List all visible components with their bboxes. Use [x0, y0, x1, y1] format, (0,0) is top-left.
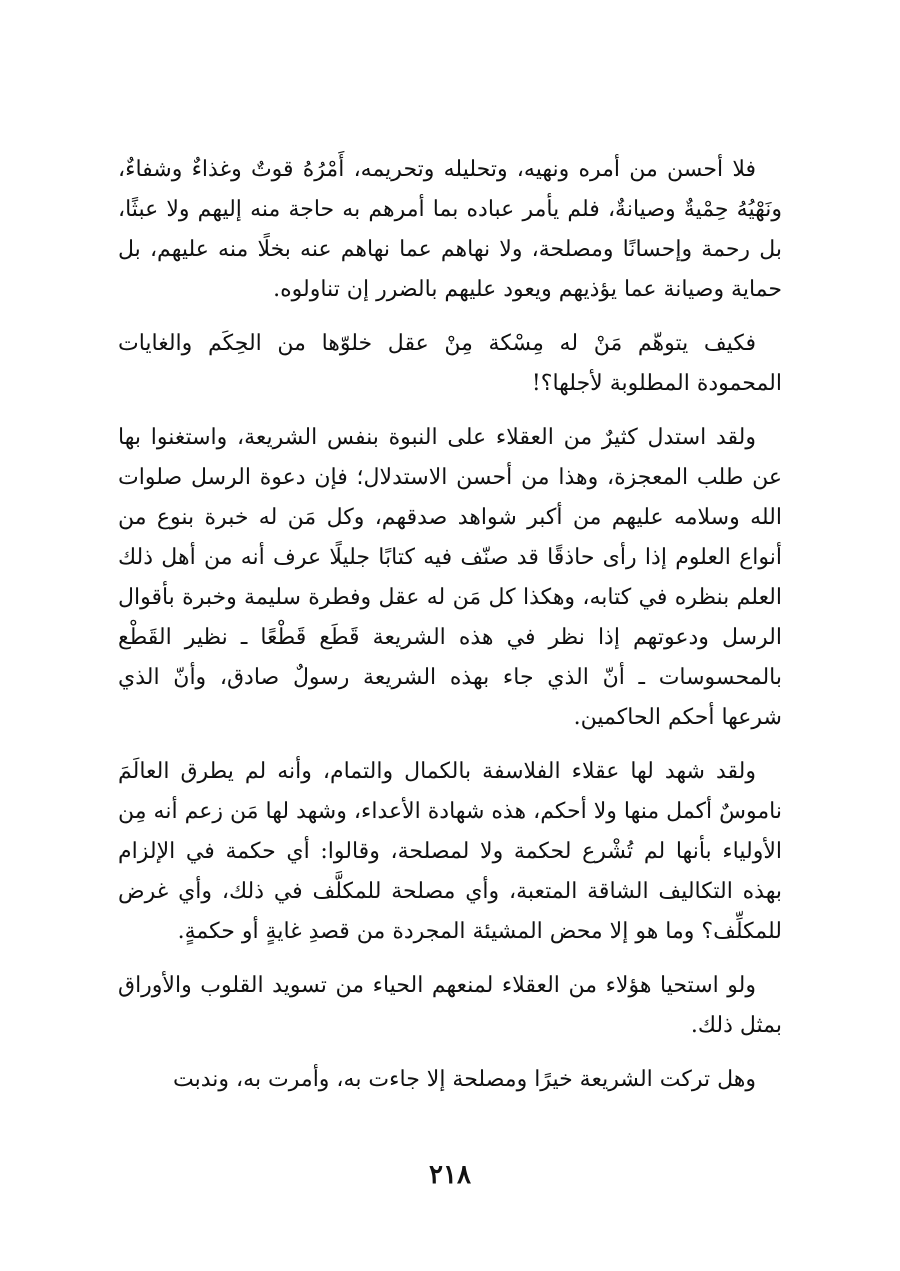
- paragraph: فلا أحسن من أمره ونهيه، وتحليله وتحريمه، أَمْرُهُ قوتٌ وغذاءٌ وشفاءٌ، ونَهْيُهُ حِمْيةٌ وصيانةٌ، فلم يأمر عباده بما أمرهم به حاجة منه إليهم ولا عبثًا، بل رحمة وإحسانًا ومصلحة، ولا نهاهم عما نهاهم عنه بخلًا منه عليهم، بل حماية وصيانة عما يؤذيهم ويعود عليهم بالضرر إن تناولوه.: [118, 157, 782, 302]
- body-text: [118, 150, 782, 1114]
- paragraph: ولقد شهد لها عقلاء الفلاسفة بالكمال والتمام، وأنه لم يطرق العالَمَ ناموسٌ أكمل منها ولا أحكم، هذه شهادة الأعداء، وشهد لها مَن زعم أنه مِن الأولياء بأنها لم تُشْرع لحكمة ولا لمصلحة، وقالوا: أي حكمة في الإلزام بهذه التكاليف الشاقة المتعبة، وأي مصلحة للمكلَّف في ذلك، وأي غرض للمكلِّف؟ وما هو إلا محض المشيئة المجردة من قصدِ غايةٍ أو حكمةٍ.: [118, 759, 782, 944]
- paragraph: وهل تركت الشريعة خيرًا ومصلحة إلا جاءت به، وأمرت به، وندبت: [173, 1067, 756, 1092]
- paragraph: فكيف يتوهّم مَنْ له مِسْكة مِنْ عقل خلوّها من الحِكَم والغايات المحمودة المطلوبة لأجلها؟!: [118, 331, 782, 396]
- paragraph: ولو استحيا هؤلاء من العقلاء لمنعهم الحياء من تسويد القلوب والأوراق بمثل ذلك.: [118, 973, 782, 1038]
- page-number: ٢١٨: [429, 1160, 471, 1190]
- paragraph: ولقد استدل كثيرٌ من العقلاء على النبوة بنفس الشريعة، واستغنوا بها عن طلب المعجزة، وهذا من أحسن الاستدلال؛ فإن دعوة الرسل صلوات الله وسلامه عليهم من أكبر شواهد صدقهم، وكل مَن له خبرة بنوع من أنواع العلوم إذا رأى حاذقًا قد صنّف فيه كتابًا جليلًا عرف أنه من أهل ذلك العلم بنظره في كتابه، وهكذا كل مَن له عقل وفطرة سليمة وخبرة بأقوال الرسل ودعوتهم إذا نظر في هذه الشريعة قَطَع قَطْعًا ـ نظير القَطْع بالمحسوسات ـ أنّ الذي جاء بهذه الشريعة رسولٌ صادق، وأنّ الذي شرعها أحكم الحاكمين.: [118, 425, 782, 730]
